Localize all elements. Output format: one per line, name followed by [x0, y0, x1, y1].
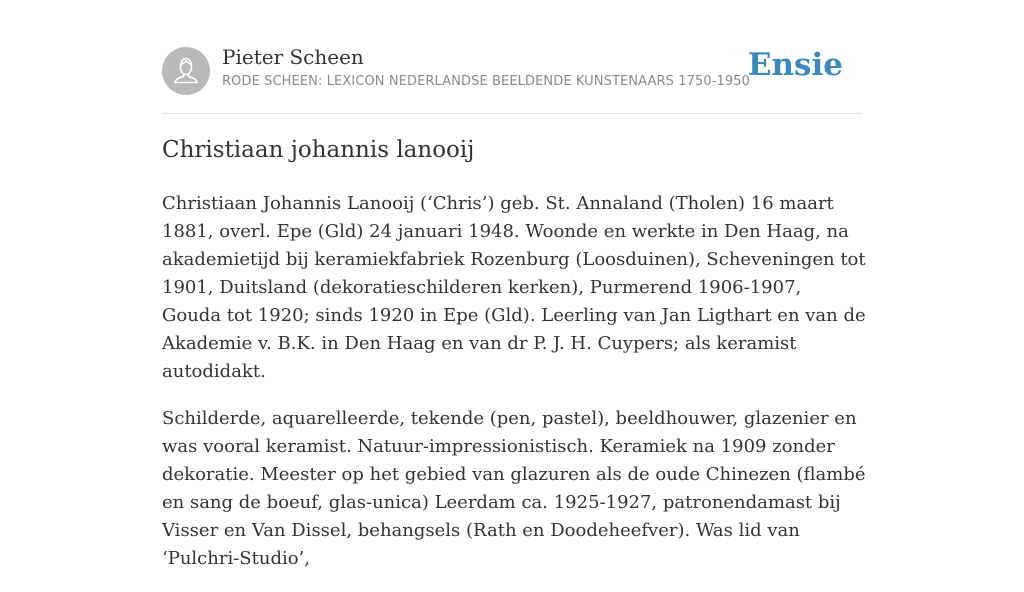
user-icon [162, 47, 210, 95]
article-paragraph: Schilderde, aquarelleerde, tekende (pen, pastel), beeldhouwer, glazenier en was vooral keramist. Natuur-impressionistisch. Keramiek na 1909 zonder dekoratie. Meester op het gebied van glazuren als de oude Chinezen (flambé en sang de boeuf, glas-unica) Leerdam ca. 1925-1927, patronendamast bij Visser en Van Dissel, behangsels (Rath en Doodeheefver). Was lid van ‘Pulchri-Studio’, [162, 408, 866, 569]
article-title: Christiaan johannis lanooij [162, 137, 475, 163]
article-header [162, 0, 862, 114]
avatar[interactable] [162, 47, 210, 95]
article-paragraph: Christiaan Johannis Lanooij (‘Chris’) geb. St. Annaland (Tholen) 16 maart 1881, overl. Epe (Gld) 24 januari 1948. Woonde en werkte in Den Haag, na akademietijd bij keramiekfabriek Rozenburg (Loosduinen), Scheveningen tot 1901, Duitsland (dekoratieschilderen kerken), Purmerend 1906-1907, Gouda tot 1920; sinds 1920 in Epe (Gld). Leerling van Jan Ligthart en van de Akademie v. B.K. in Den Haag en van dr P. J. H. Cuypers; als keramist autodidakt. [162, 193, 866, 382]
source-title[interactable]: RODE SCHEEN: LEXICON NEDERLANDSE BEELDENDE KUNSTENAARS 1750-1950 [222, 74, 750, 89]
author-name[interactable]: Pieter Scheen [222, 45, 364, 69]
ensie-logo[interactable]: Ensie [747, 47, 843, 83]
article-page [162, 0, 866, 569]
article-body [162, 190, 866, 592]
